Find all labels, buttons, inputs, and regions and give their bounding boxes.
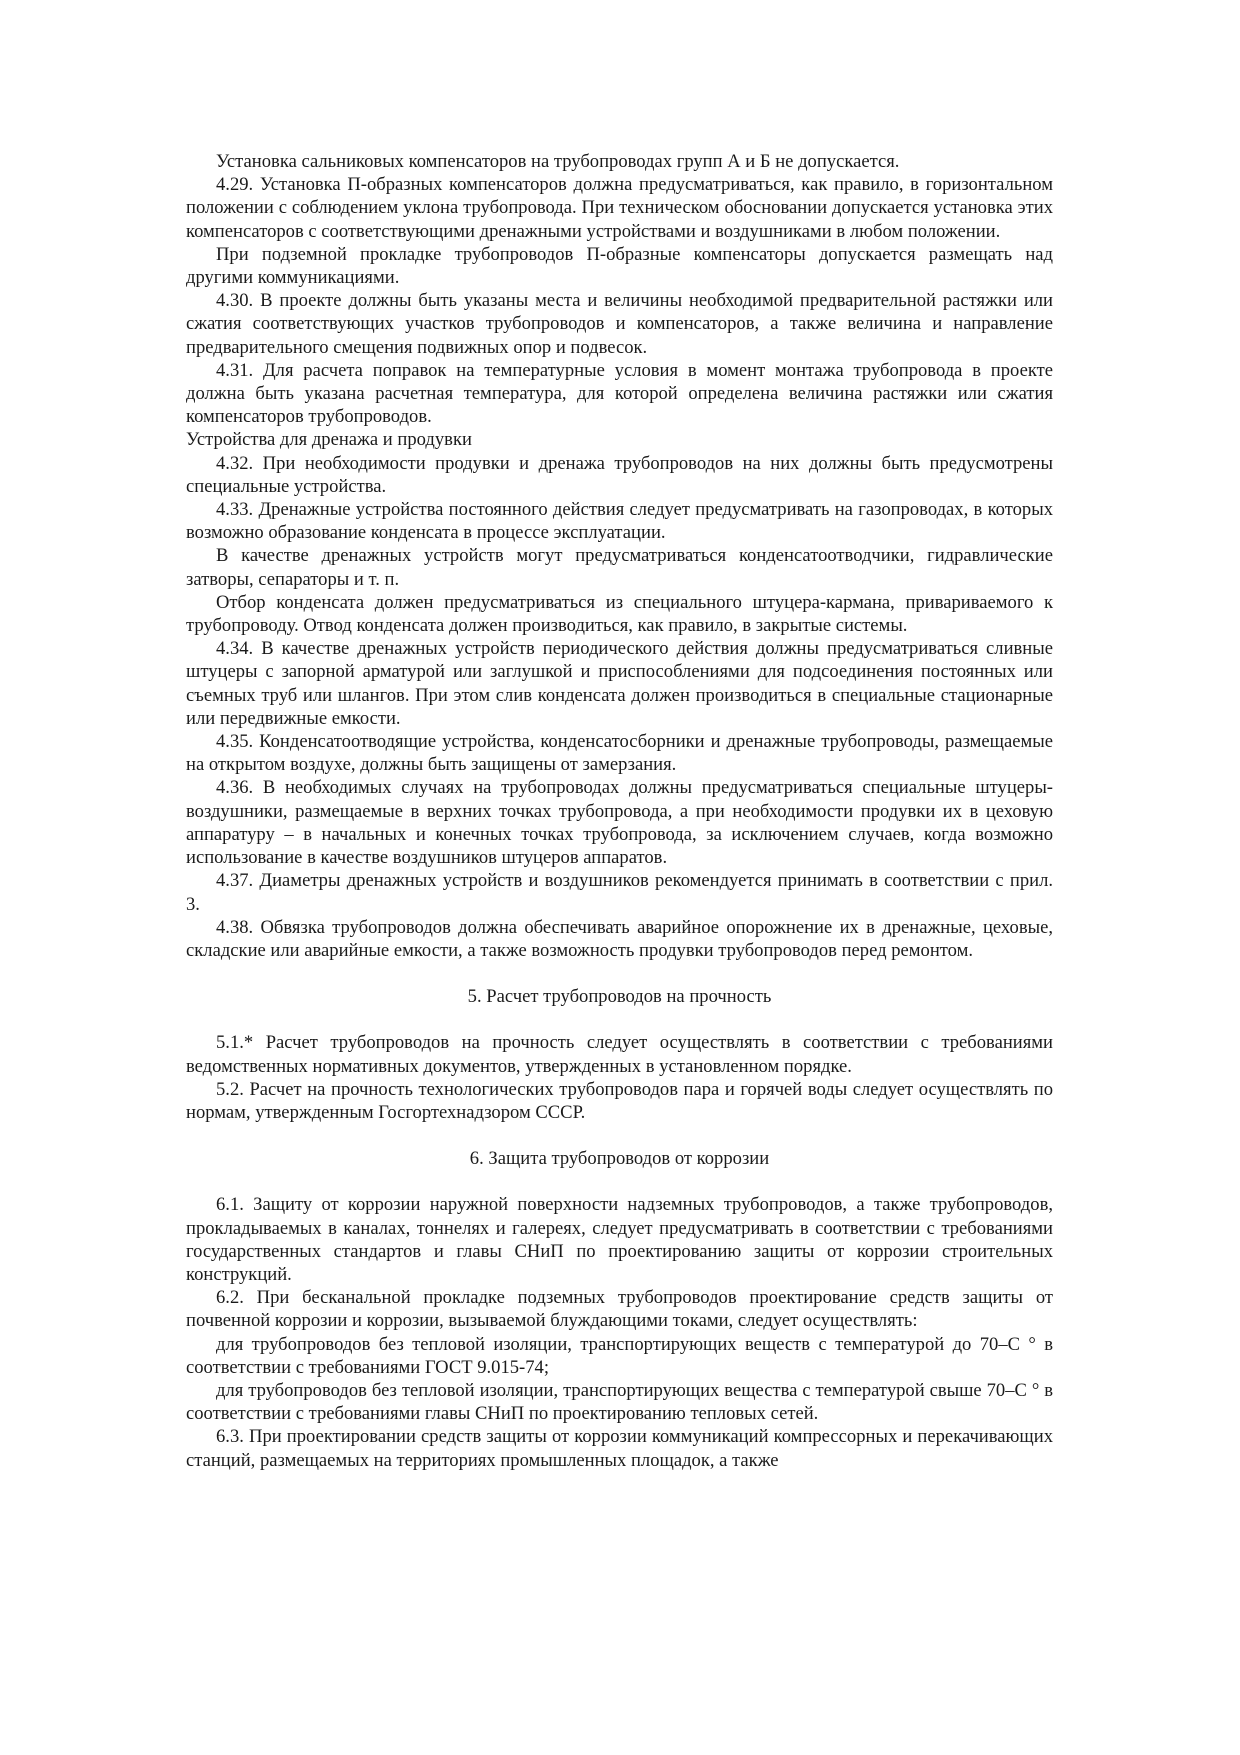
paragraph-4-34: 4.34. В качестве дренажных устройств периодического действия должны предусматриваться сливные штуцеры с запорной арматурой или заглушкой и приспособлениями для подсоединения постоянных или съемных труб или шлангов. При этом слив конденсата должен производиться в специальные стационарные или передвижные емкости. xyxy=(186,638,1053,729)
subheading-drainage-purge: Устройства для дренажа и продувки xyxy=(186,429,472,451)
paragraph-6-2: 6.2. При бесканальной прокладке подземных трубопроводов проектирование средств защиты от почвенной коррозии и коррозии, вызываемой блуждающими токами, следует осуществлять: xyxy=(186,1287,1053,1332)
paragraph-4-30: 4.30. В проекте должны быть указаны места и величины необходимой предварительной растяжки или сжатия соответствующих участков трубопроводов и компенсаторов, а также величина и направление предварительного смещения подвижных опор и подвесок. xyxy=(186,290,1053,358)
paragraph-6-1: 6.1. Защиту от коррозии наружной поверхности надземных трубопроводов, а также трубопроводов, прокладываемых в каналах, тоннелях и галереях, следует предусматривать в соответствии с требованиями государственных стандартов и главы СНиП по проектированию защиты от коррозии строительных конструкций. xyxy=(186,1194,1053,1285)
paragraph-6-3: 6.3. При проектировании средств защиты от коррозии коммуникаций компрессорных и перекачивающих станций, размещаемых на территориях промышленных площадок, а также xyxy=(186,1426,1053,1471)
paragraph-6-2-without-insulation-low: для трубопроводов без тепловой изоляции, транспортирующих веществ с температурой до 70–С ° в соответствии с требованиями ГОСТ 9.015-74; xyxy=(186,1333,1053,1378)
paragraph-4-37: 4.37. Диаметры дренажных устройств и воздушников рекомендуется принимать в соответствии с прил. 3. xyxy=(186,870,1053,915)
section-6-heading: 6. Защита трубопроводов от коррозии xyxy=(469,1148,770,1170)
paragraph-4-29-underground: При подземной прокладке трубопроводов П-образные компенсаторы допускается размещать над другими коммуникациями. xyxy=(186,243,1053,289)
paragraph-4-33: 4.33. Дренажные устройства постоянного действия следует предусматривать на газопроводах, в которых возможно образование конденсата в процессе эксплуатации. xyxy=(186,499,1053,544)
paragraph-4-31: 4.31. Для расчета поправок на температурные условия в момент монтажа трубопровода в проекте должна быть указана расчетная температура, для которой определена величина растяжки или сжатия компенсаторов трубопроводов. xyxy=(186,359,1053,428)
paragraph-4-36: 4.36. В необходимых случаях на трубопроводах должны предусматриваться специальные штуцеры-воздушники, размещаемые в верхних точках трубопровода, а при необходимости продувки их в цеховую аппаратуру – в начальных и конечных точках трубопровода, за исключением случаев, когда возможно использование в качестве воздушников штуцеров аппаратов. xyxy=(186,777,1053,869)
document-page xyxy=(186,150,1053,1472)
paragraph-4-33-condensate: Отбор конденсата должен предусматриваться из специального штуцера-кармана, привариваемого к трубопроводу. Отвод конденсата должен производиться, как правило, в закрытые системы. xyxy=(186,591,1053,637)
paragraph-4-29: 4.29. Установка П-образных компенсаторов должна предусматриваться, как правило, в горизонтальном положении с соблюдением уклона трубопровода. При техническом обосновании допускается установка этих компенсаторов с соответствующими дренажными устройствами и воздушниками в любом положении. xyxy=(186,174,1053,242)
paragraph-6-2-without-insulation-high: для трубопроводов без тепловой изоляции, транспортирующих вещества с температурой свыше 70–С ° в соответствии с требованиями главы СНиП по проектированию тепловых сетей. xyxy=(186,1379,1053,1425)
paragraph-4-33-drainage-devices: В качестве дренажных устройств могут предусматриваться конденсатоотводчики, гидравлические затворы, сепараторы и т. п. xyxy=(186,545,1053,590)
paragraph-stuffing-box-note: Установка сальниковых компенсаторов на трубопроводах групп А и Б не допускается. xyxy=(216,151,900,172)
paragraph-4-32: 4.32. При необходимости продувки и дренажа трубопроводов на них должны быть предусмотрены специальные устройства. xyxy=(186,452,1053,497)
paragraph-5-1: 5.1.* Расчет трубопроводов на прочность следует осуществлять в соответствии с требованиями ведомственных нормативных документов, утвержденных в установленном порядке. xyxy=(186,1032,1053,1077)
section-5-heading: 5. Расчет трубопроводов на прочность xyxy=(467,986,772,1008)
paragraph-4-38: 4.38. Обвязка трубопроводов должна обеспечивать аварийное опорожнение их в дренажные, цеховые, складские или аварийные емкости, а также возможность продувки трубопроводов перед ремонтом. xyxy=(186,916,1053,961)
paragraph-4-35: 4.35. Конденсатоотводящие устройства, конденсатосборники и дренажные трубопроводы, размещаемые на открытом воздухе, должны быть защищены от замерзания. xyxy=(186,731,1053,776)
paragraph-5-2: 5.2. Расчет на прочность технологических трубопроводов пара и горячей воды следует осуществлять по нормам, утвержденным Госгортехнадзором СССР. xyxy=(186,1078,1053,1123)
